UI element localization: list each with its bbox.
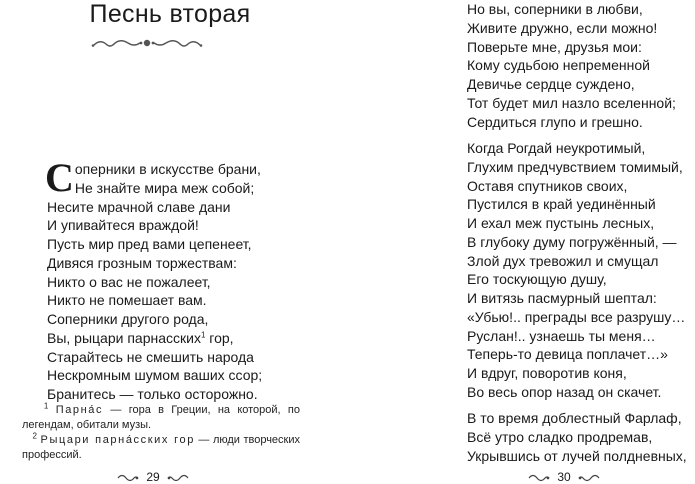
verse-line: Не знайте мира меж собой; [74, 179, 255, 196]
verse-text: гор, [205, 329, 234, 346]
verse-line: Злой дух тревожил и смущал [467, 252, 659, 269]
verse-line: Во весь опор назад он скачет. [467, 383, 662, 400]
verse-line: Укрывшись от лучей полдневных, [467, 447, 687, 464]
verse-line: Никто о вас не пожалеет, [47, 273, 211, 290]
verse-line: Но вы, соперники в любви, [467, 1, 643, 17]
footnote-text: — гора в Греции, на которой, по легендам, обитали музы. [22, 404, 300, 431]
verse-line: Старайтесь не смешить народа [47, 348, 254, 365]
left-page [0, 0, 345, 484]
verse-line: В то время доблестный Фарлаф, [467, 410, 682, 426]
verse-stanza [467, 139, 685, 402]
verse-line: Пусть мир пред вами цепенеет, [47, 236, 252, 252]
chapter-title: Песнь вторая [89, 0, 251, 28]
footnote-2 [22, 433, 300, 463]
verse-stanza [45, 155, 263, 404]
folio-ornament-right-icon [167, 473, 189, 483]
verse-line: Бранитесь — только осторожно. [47, 386, 258, 402]
verse-line: Глухим предчувствием томимый, [467, 158, 683, 175]
page-number: 29 [146, 470, 160, 484]
verse-line: Когда Рогдай неукротимый, [467, 140, 646, 156]
footnote-mark: 1 [43, 401, 49, 411]
verse-line: Теперь-то девица поплачет…» [467, 346, 668, 363]
footnote-term: Парна́с [55, 404, 104, 416]
footnote-term: Рыцари парна́сских гор [40, 434, 195, 446]
footnote-text: — люди творческих профессий. [22, 434, 301, 461]
verse-line: Сердиться глупо и грешно. [467, 113, 643, 130]
footnote-mark: 2 [32, 431, 37, 441]
verse-line: И вдруг, поворотив коня, [467, 365, 627, 381]
verse-line: Руслан!.. узнаешь ты меня… [467, 327, 656, 344]
verse-line: Всё утро сладко продремав, [467, 428, 653, 445]
verse-line: И витязь пасмурный шептал: [467, 290, 657, 306]
verse-line: Девичье сердце суждено, [467, 76, 635, 92]
verse-line: Несите мрачной славе дани [47, 198, 231, 215]
drop-cap: С [45, 155, 74, 200]
footnotes [22, 403, 300, 463]
verse-text: Вы, рыцари парнасских [47, 329, 201, 346]
folio-ornament-right-icon [578, 473, 600, 483]
page-footer [117, 470, 189, 484]
footnote-mark: 1 [200, 330, 206, 340]
verse-line: Дивяся грозным торжествам: [47, 254, 237, 271]
folio-ornament-left-icon [117, 473, 139, 483]
verse-line: Его тоскующую душу, [467, 271, 607, 288]
verse-line: «Убью!.. преграды все разрушу… [467, 308, 686, 325]
verse-line: Никто не помешает вам. [47, 292, 207, 309]
verse-line: Тот будет мил назло вселенной; [467, 94, 676, 111]
verse-line: Оставя спутников своих, [467, 177, 628, 194]
verse-line: И ехал меж пустынь лесных, [467, 215, 655, 231]
verse-line: В глубоку думу погружённый, — [467, 233, 677, 250]
folio-ornament-left-icon [528, 473, 550, 483]
page-number: 30 [557, 470, 571, 484]
verse-stanza [467, 409, 687, 465]
title-ornament-icon [90, 36, 204, 50]
verse-text: оперники в искусстве брани, [74, 161, 261, 177]
verse-line: Живите дружно, если можно! [467, 19, 658, 36]
verse-line: Пустился в край уединённый [467, 196, 656, 213]
verse-stanza [467, 0, 676, 131]
verse-line: Поверьте мне, друзья мои: [467, 38, 642, 55]
verse-line: Кому судьбою непременной [467, 57, 650, 74]
right-page [350, 0, 695, 484]
verse-line: Соперники другого рода, [47, 311, 209, 327]
verse-line: И упивайтеся враждой! [47, 217, 199, 234]
footnote-1 [22, 403, 300, 433]
page-footer [528, 470, 600, 484]
verse-line [47, 329, 262, 348]
verse-line: Нескромным шумом ваших ссор; [47, 367, 263, 384]
